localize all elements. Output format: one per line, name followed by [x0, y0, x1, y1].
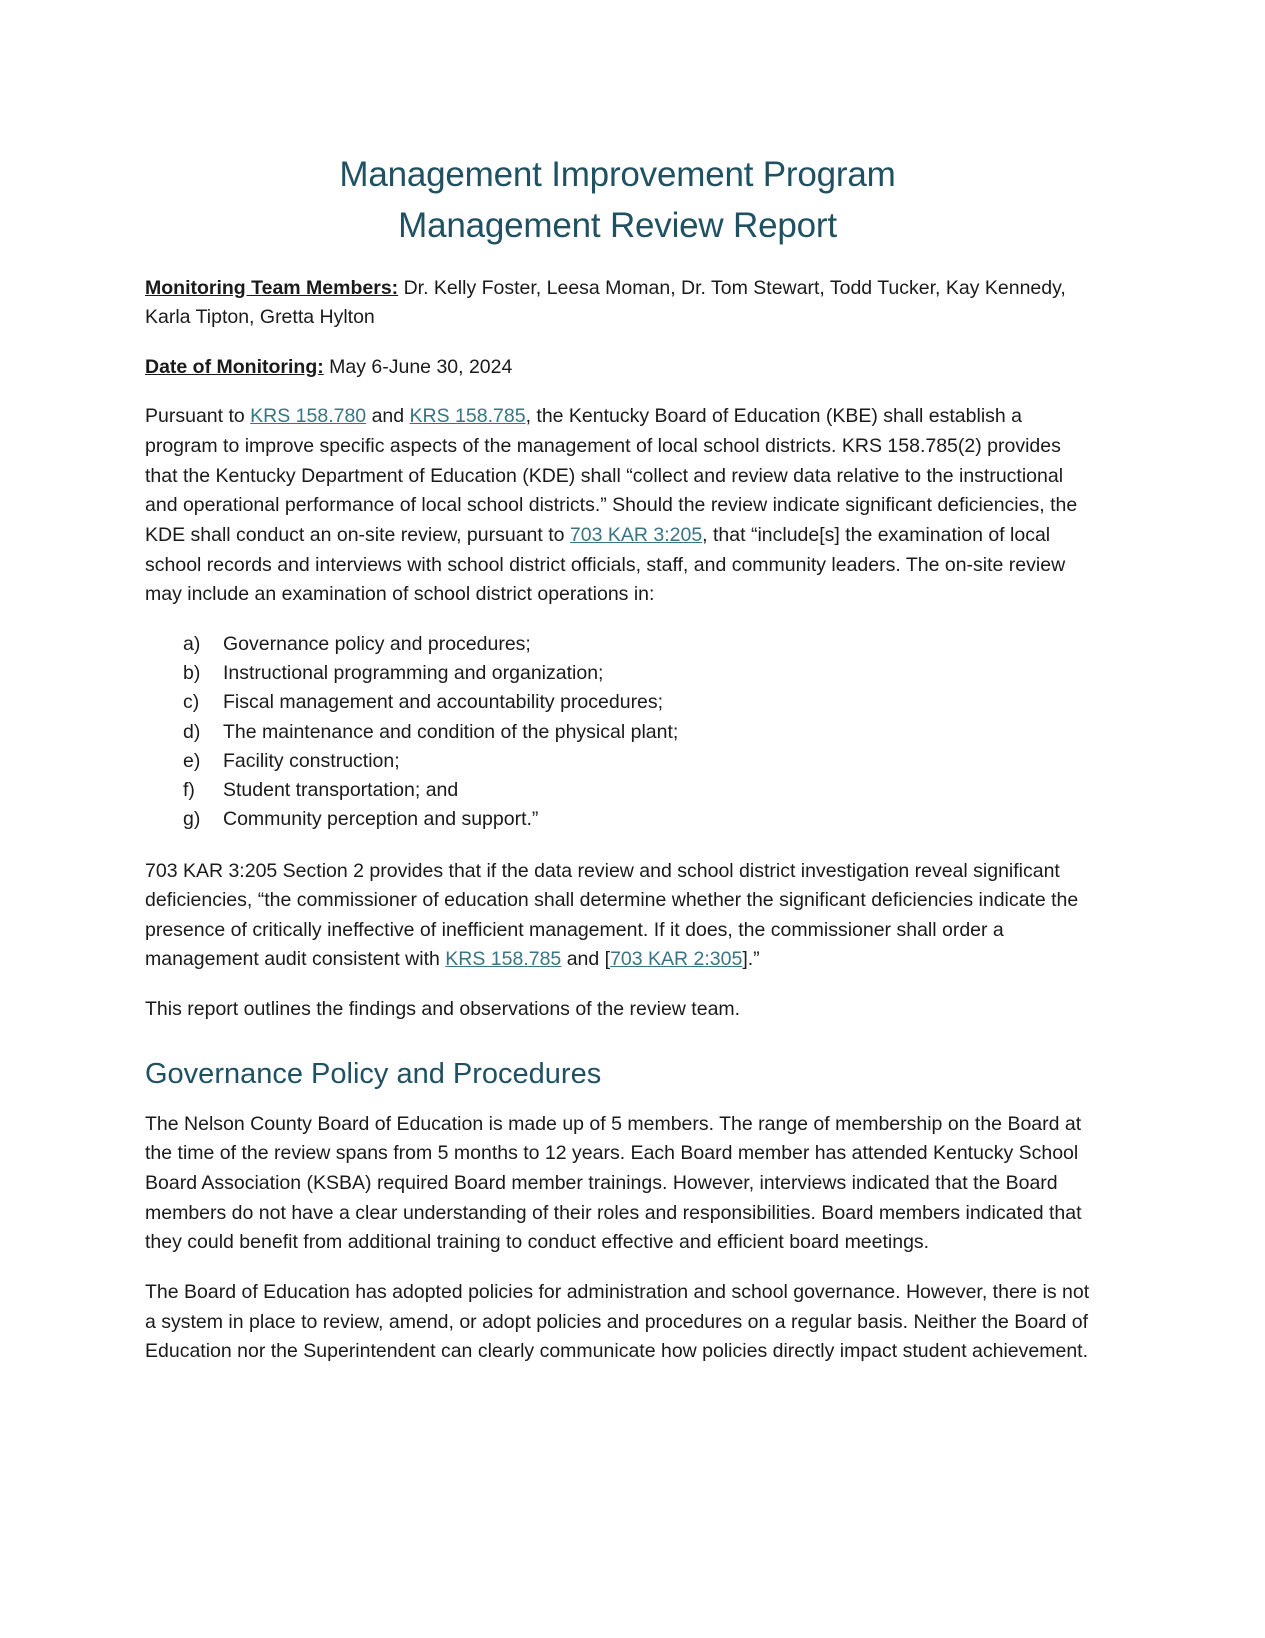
list-item — [183, 688, 1090, 717]
report-outline-paragraph: This report outlines the findings and observations of the review team. — [145, 998, 741, 1020]
page-title-line-1: Management Improvement Program — [339, 155, 896, 194]
link-krs-158-785-second[interactable]: KRS 158.785 — [445, 948, 562, 971]
page-title — [145, 150, 1090, 252]
intro-segment-2: and — [366, 405, 410, 428]
intro-segment-3: , the Kentucky Board of Education (KBE) shall establish a program to improve specific aspects of the management of local school districts. KRS 158.785(2) provides that the Kentucky Department of Education (KDE) shall “collect and review data relative to the instructional and operational performance of local school districts.” Should the review indicate significant deficiencies, the KDE shall conduct an on-site review, pursuant to — [145, 405, 1078, 546]
monitoring-team-members-value: Dr. Kelly Foster, Leesa Moman, Dr. Tom Stewart, Todd Tucker, Kay Kennedy, Karla Tipton, Gretta Hylton — [145, 276, 1066, 329]
list-item-marker: d) — [183, 720, 201, 743]
regulation-segment-2: and [ — [561, 948, 611, 971]
operations-list — [145, 630, 1090, 835]
list-item-marker: a) — [183, 632, 201, 655]
list-item-label: Governance policy and procedures; — [223, 632, 531, 655]
intro-segment-1: Pursuant to — [145, 405, 251, 428]
link-703-kar-3-205[interactable]: 703 KAR 3:205 — [569, 523, 703, 546]
date-of-monitoring-label: Date of Monitoring: — [145, 355, 324, 378]
list-item-label: Fiscal management and accountability procedures; — [223, 691, 664, 714]
page-title-line-2: Management Review Report — [398, 205, 837, 245]
list-item — [183, 659, 1090, 688]
regulation-segment-3: ].” — [742, 948, 760, 971]
list-item-label: The maintenance and condition of the physical plant; — [223, 720, 679, 743]
governance-paragraph-2: The Board of Education has adopted policies for administration and school governance. However, there is not a system in place to review, amend, or adopt policies and procedures on a regular basis. Neither the Board of Education nor the Superintendent can clearly communicate how policies directly impact student achievement. — [145, 1280, 1090, 1363]
list-item-label: Instructional programming and organization; — [223, 662, 604, 684]
section-heading-governance: Governance Policy and Procedures — [145, 1057, 602, 1090]
list-item — [183, 718, 1090, 747]
link-krs-158-785[interactable]: KRS 158.785 — [409, 405, 526, 428]
list-item — [183, 805, 1090, 834]
intro-segment-4: , that “include[s] the examination of local school records and interviews with school district officials, staff, and community leaders. The on-site review may include an examination of school district operations in: — [145, 523, 1066, 606]
monitoring-team-members-label: Monitoring Team Members: — [145, 276, 399, 299]
link-krs-158-780[interactable]: KRS 158.780 — [250, 405, 367, 428]
date-of-monitoring — [145, 353, 1090, 383]
list-item — [183, 630, 1090, 659]
monitoring-team-members — [145, 274, 1090, 333]
list-item-marker: g) — [183, 808, 201, 831]
intro-paragraph — [145, 402, 1090, 609]
list-item-marker: f) — [183, 779, 195, 801]
date-of-monitoring-value: May 6-June 30, 2024 — [329, 355, 513, 378]
regulation-segment-1: 703 KAR 3:205 Section 2 provides that if the data review and school district investigation reveal significant deficiencies, “the commissioner of education shall determine whether the significant deficiencies indicate the presence of critically ineffective of inefficient management. If it does, the commissioner shall order a management audit consistent with — [145, 859, 1079, 971]
list-item — [183, 776, 1090, 805]
link-703-kar-2-305[interactable]: 703 KAR 2:305 — [610, 948, 743, 971]
list-item-marker: c) — [183, 691, 200, 714]
list-item-marker: b) — [183, 662, 201, 684]
list-item-label: Facility construction; — [223, 749, 400, 772]
governance-paragraph-1: The Nelson County Board of Education is made up of 5 members. The range of membership on the Board at the time of the review spans from 5 months to 12 years. Each Board member has attended Kentucky School Board Association (KSBA) required Board member trainings. However, interviews indicated that the Board members do not have a clear understanding of their roles and responsibilities. Board members indicated that they could benefit from additional training to conduct effective and efficient board meetings. — [145, 1112, 1082, 1254]
list-item — [183, 747, 1090, 776]
list-item-label: Student transportation; and — [223, 779, 459, 801]
regulation-paragraph — [145, 857, 1090, 976]
list-item-marker: e) — [183, 749, 201, 772]
list-item-label: Community perception and support.” — [223, 808, 539, 831]
